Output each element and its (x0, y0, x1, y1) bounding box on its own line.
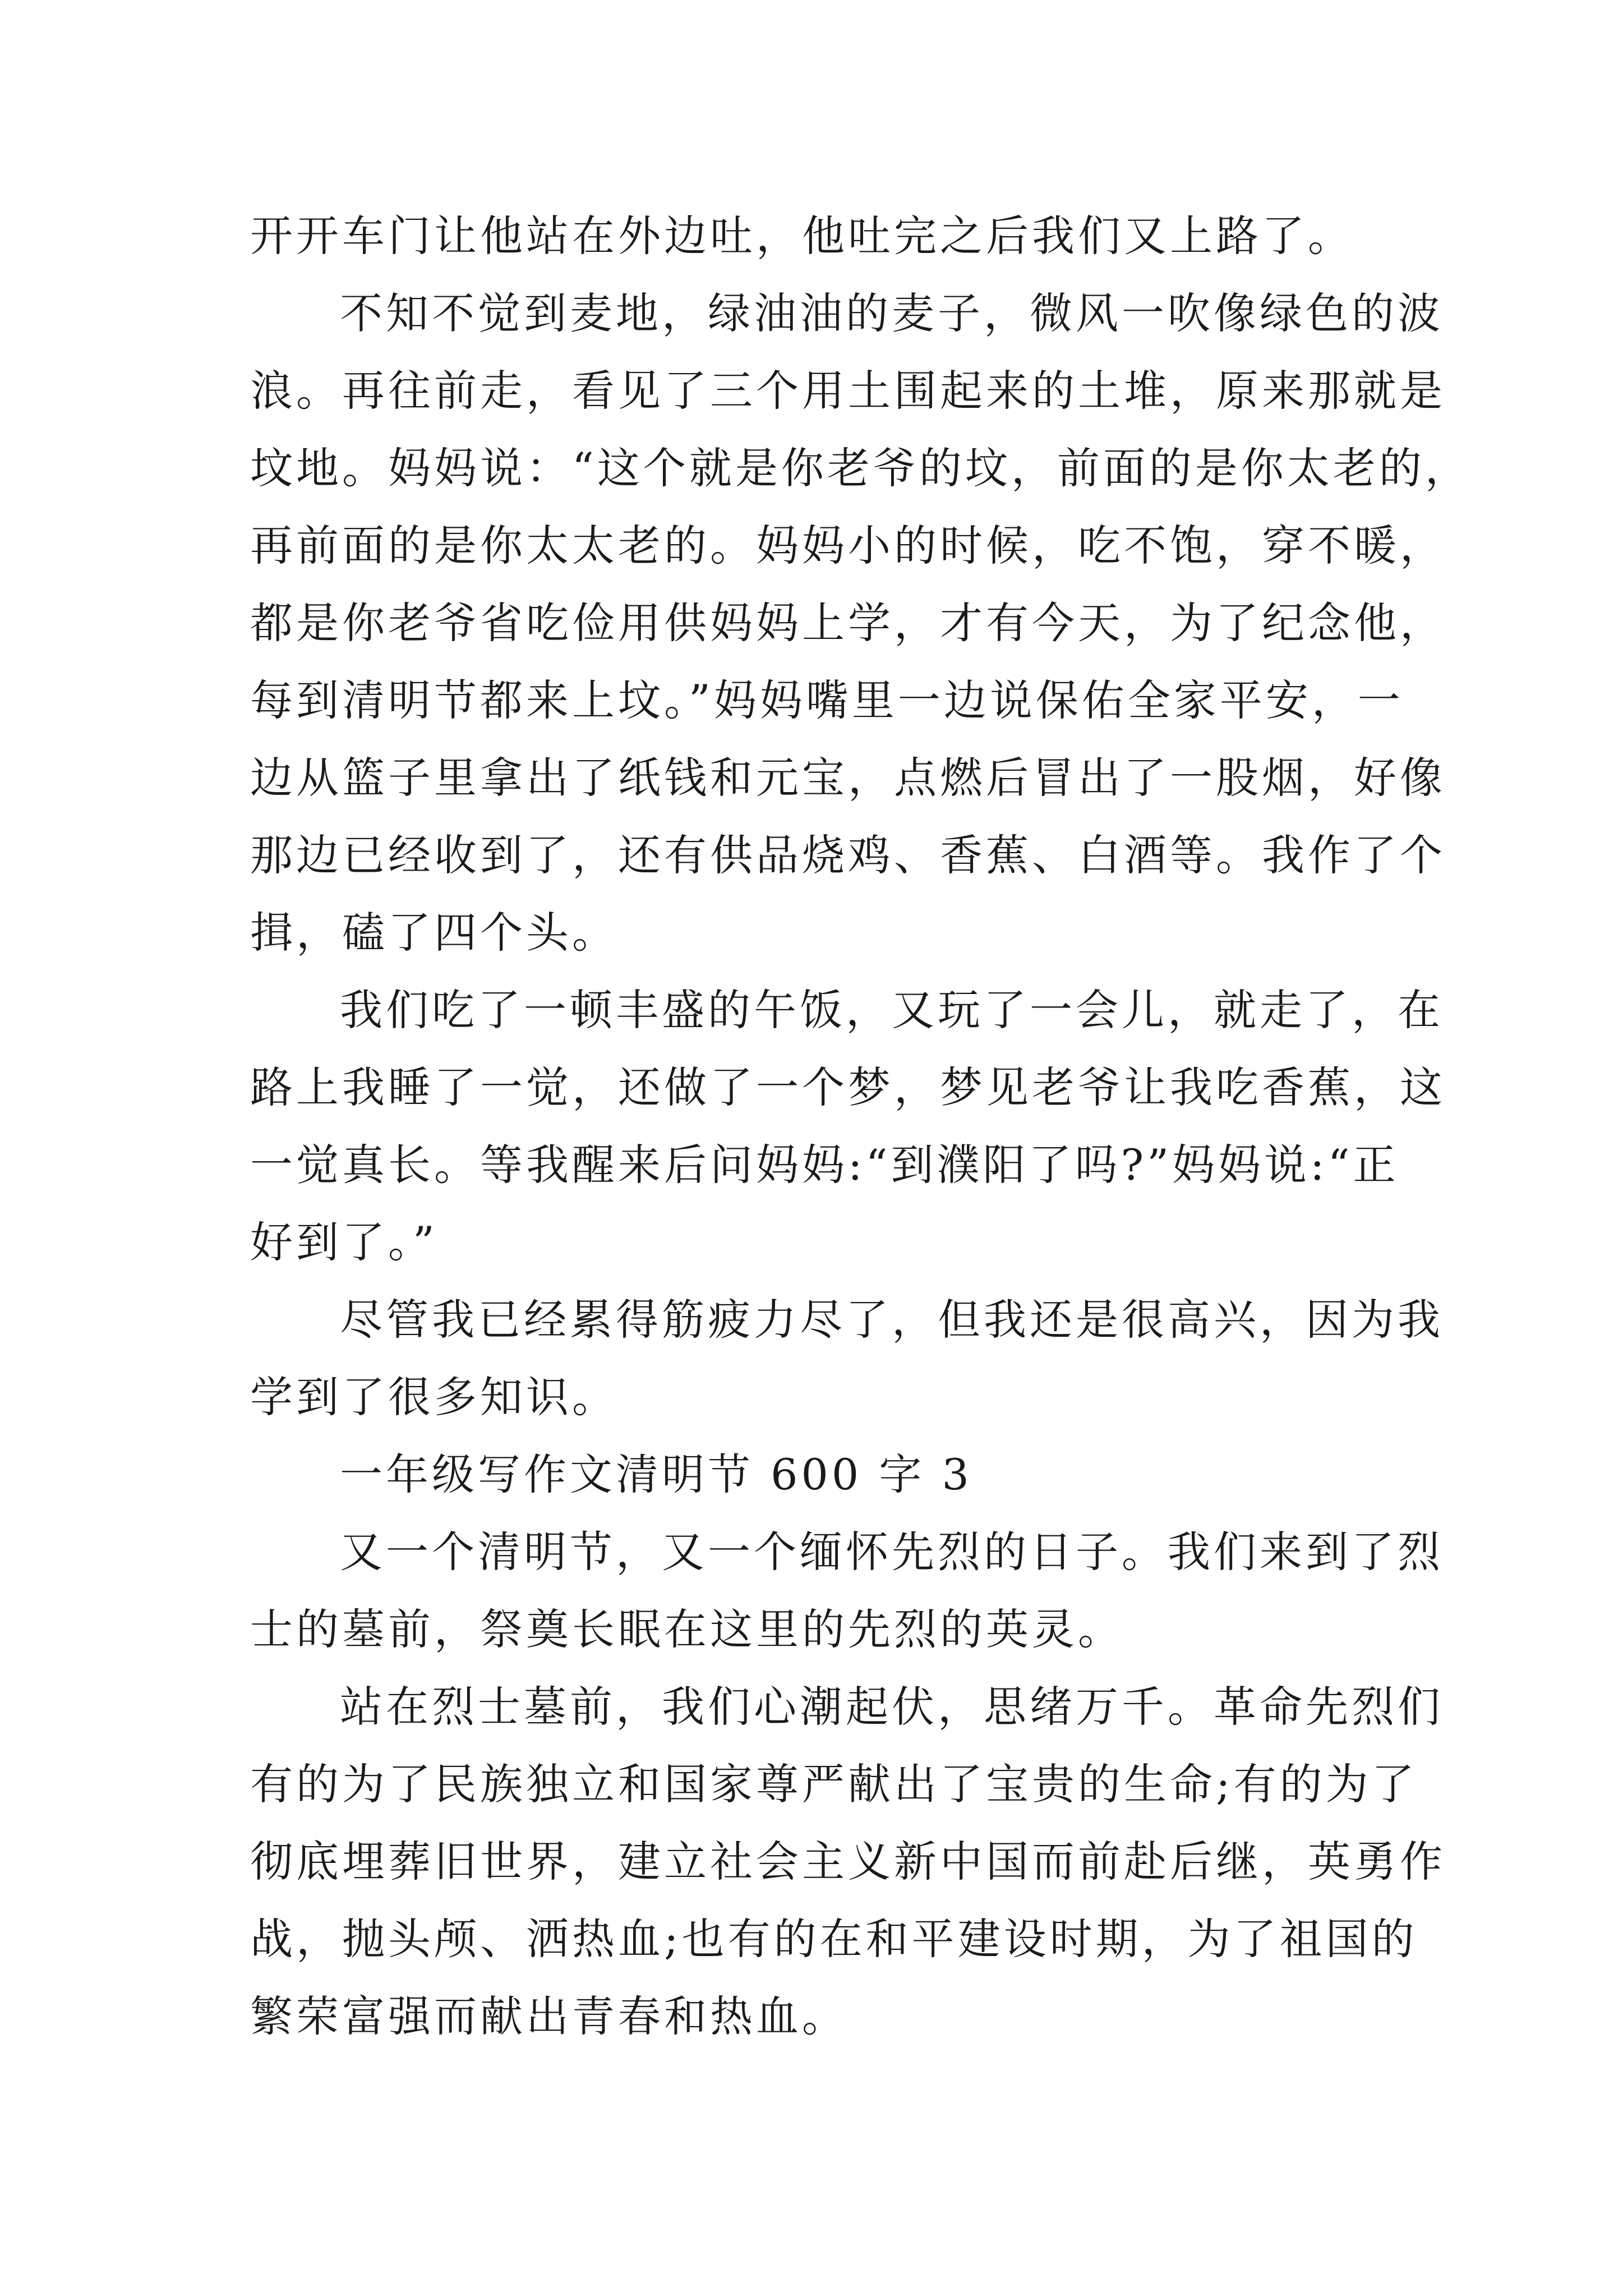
section-heading: 一年级写作文清明节 600 字 3 (340, 1450, 972, 1499)
text-line: 我们吃了一顿丰盛的午饭，又玩了一会儿，就走了，在 (340, 985, 1444, 1035)
text-line: 路上我睡了一觉，还做了一个梦，梦见老爷让我吃香蕉，这 (250, 1062, 1446, 1112)
text-line: 有的为了民族独立和国家尊严献出了宝贵的生命;有的为了 (250, 1759, 1418, 1809)
text-line: 尽管我已经累得筋疲力尽了，但我还是很高兴，因为我 (340, 1295, 1444, 1345)
text-line: 都是你老爷省吃俭用供妈妈上学，才有今天，为了纪念他， (250, 598, 1446, 648)
text-line: 彻底埋葬旧世界，建立社会主义新中国而前赴后继，英勇作 (250, 1837, 1446, 1887)
text-line: 学到了很多知识。 (250, 1372, 618, 1422)
text-line: 又一个清明节，又一个缅怀先烈的日子。我们来到了烈 (340, 1527, 1444, 1577)
text-line: 一觉真长。等我醒来后问妈妈:“到濮阳了吗?”妈妈说:“正 (250, 1140, 1399, 1190)
text-line: 再前面的是你太太老的。妈妈小的时候，吃不饱，穿不暖， (250, 521, 1446, 570)
text-line: 浪。再往前走，看见了三个用土围起来的土堆，原来那就是 (250, 366, 1446, 416)
text-line: 好到了。” (250, 1217, 438, 1267)
text-line: 不知不觉到麦地，绿油油的麦子，微风一吹像绿色的波 (340, 288, 1444, 338)
text-line: 每到清明节都来上坟。”妈妈嘴里一边说保佑全家平安，一 (250, 675, 1404, 725)
text-line: 站在烈士墓前，我们心潮起伏，思绪万千。革命先烈们 (340, 1682, 1444, 1732)
text-line: 开开车门让他站在外边吐，他吐完之后我们又上路了。 (250, 211, 1354, 261)
document-body (250, 197, 1471, 2055)
text-line: 边从篮子里拿出了纸钱和元宝，点燃后冒出了一股烟，好像 (250, 753, 1446, 803)
text-line: 揖，磕了四个头。 (250, 908, 618, 958)
text-line: 士的墓前，祭奠长眠在这里的先烈的英灵。 (250, 1604, 1124, 1654)
text-line: 繁荣富强而献出青春和热血。 (250, 1991, 848, 2041)
text-line: 那边已经收到了，还有供品烧鸡、香蕉、白酒等。我作了个 (250, 830, 1446, 880)
text-line: 战，抛头颅、洒热血;也有的在和平建设时期，为了祖国的 (250, 1914, 1418, 1964)
text-line: 坟地。妈妈说：“这个就是你老爷的坟，前面的是你太老的， (250, 443, 1471, 493)
